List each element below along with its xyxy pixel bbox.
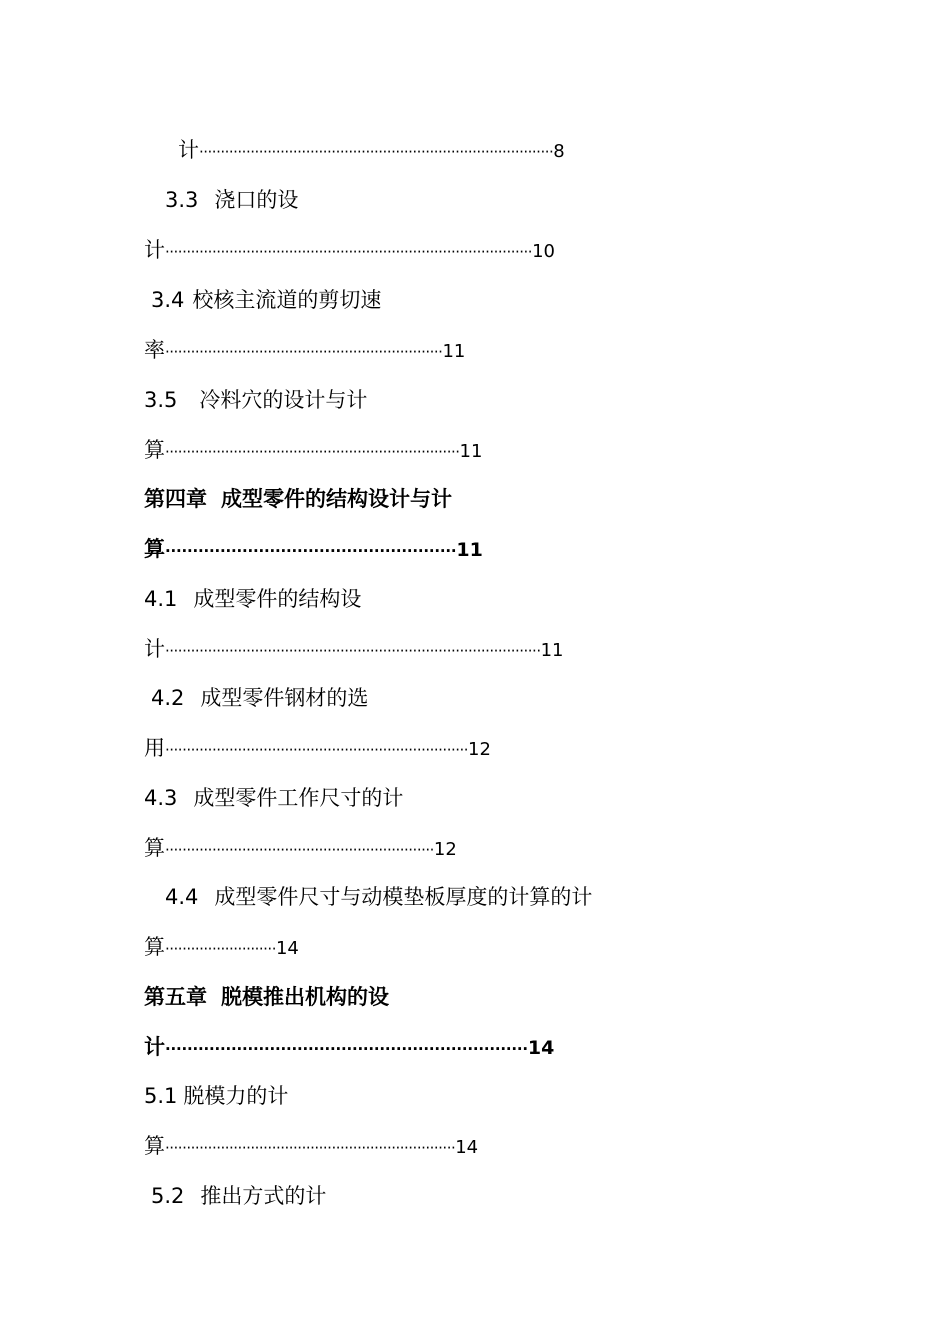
toc-chapter-entry[interactable] [144,1032,554,1062]
toc-entry-text: 脱模力的计 [183,1084,289,1108]
toc-entry-text: 成型零件的结构设计与计 [221,487,452,511]
toc-page-number: 10 [532,241,555,262]
toc-leader-dots: ······························································· [165,841,434,859]
toc-section-number: 4.3 [144,786,178,810]
toc-entry-text: 计 [144,1035,165,1059]
toc-entry[interactable] [165,185,298,215]
toc-entry-text: 算 [144,1134,165,1158]
toc-section-number: 3.5 [144,388,178,412]
toc-leader-dots: ···································································· [165,1139,456,1157]
toc-entry-text: 成型零件工作尺寸的计 [193,786,404,810]
toc-entry-text: 校核主流道的剪切速 [192,288,382,312]
toc-entry-text: 算 [144,537,165,561]
toc-page-number: 11 [442,341,466,362]
toc-leader-dots: ······················································································ [165,243,533,261]
toc-entry[interactable] [144,634,564,664]
toc-page-number: 12 [468,739,491,760]
toc-section-number: 5.2 [151,1184,185,1208]
toc-entry-text: 成型零件尺寸与动模垫板厚度的计算的计 [214,885,593,909]
toc-section-number: 3.4 [151,288,185,312]
toc-chapter-entry[interactable] [144,484,452,514]
toc-entry[interactable] [144,335,465,365]
toc-chapter-number: 第五章 [144,985,207,1009]
toc-chapter-number: 第四章 [144,487,207,511]
toc-leader-dots: ························································································ [165,642,541,660]
toc-entry[interactable] [144,1081,288,1111]
toc-entry[interactable] [151,683,368,713]
toc-entry-text: 计 [178,138,199,162]
toc-entry-text: 计 [144,637,165,661]
toc-section-number: 3.3 [165,188,199,212]
toc-leader-dots: ·································································· [165,1040,528,1058]
toc-entry[interactable] [144,733,491,763]
toc-leader-dots: ··················································································· [199,143,554,161]
toc-section-number: 4.1 [144,587,178,611]
toc-leader-dots: ································································· [165,343,443,361]
toc-leader-dots: ·························· [165,940,276,958]
toc-entry[interactable] [144,783,403,813]
toc-section-number: 4.4 [165,885,199,909]
toc-entry[interactable] [144,385,367,415]
toc-entry-text: 冷料穴的设计与计 [199,388,368,412]
toc-page-number: 8 [553,141,565,162]
toc-entry[interactable] [144,932,299,962]
toc-entry[interactable] [144,1131,478,1161]
toc-entry[interactable] [144,435,482,465]
toc-page-number: 11 [456,539,483,561]
toc-entry-text: 算 [144,836,165,860]
toc-entry-text: 浇口的设 [214,188,299,212]
toc-chapter-entry[interactable] [144,534,483,564]
toc-entry[interactable] [178,135,565,165]
toc-entry-text: 算 [144,438,165,462]
toc-page-number: 14 [527,1037,555,1059]
toc-page-number: 14 [455,1137,479,1158]
toc-entry[interactable] [151,285,381,315]
toc-leader-dots: ····································································· [165,443,460,461]
toc-page-number: 11 [540,640,564,661]
toc-entry-text: 率 [144,338,165,362]
toc-leader-dots: ······································································· [165,741,469,759]
toc-entry-text: 算 [144,935,165,959]
toc-leader-dots: ····················································· [165,542,457,560]
toc-page-number: 14 [275,938,299,959]
toc-section-number: 5.1 [144,1084,178,1108]
toc-entry-text: 用 [144,736,165,760]
toc-entry-text: 脱模推出机构的设 [221,985,389,1009]
toc-entry[interactable] [144,584,361,614]
toc-entry-text: 计 [144,238,165,262]
toc-entry-text: 成型零件的结构设 [193,587,362,611]
toc-entry[interactable] [144,235,555,265]
toc-entry[interactable] [165,882,592,912]
toc-entry[interactable] [151,1181,326,1211]
toc-entry-text: 推出方式的计 [200,1184,327,1208]
toc-page-number: 11 [459,441,483,462]
toc-page-number: 12 [433,839,457,860]
toc-entry[interactable] [144,833,457,863]
toc-chapter-entry[interactable] [144,982,389,1012]
toc-section-number: 4.2 [151,686,185,710]
toc-entry-text: 成型零件钢材的选 [200,686,369,710]
